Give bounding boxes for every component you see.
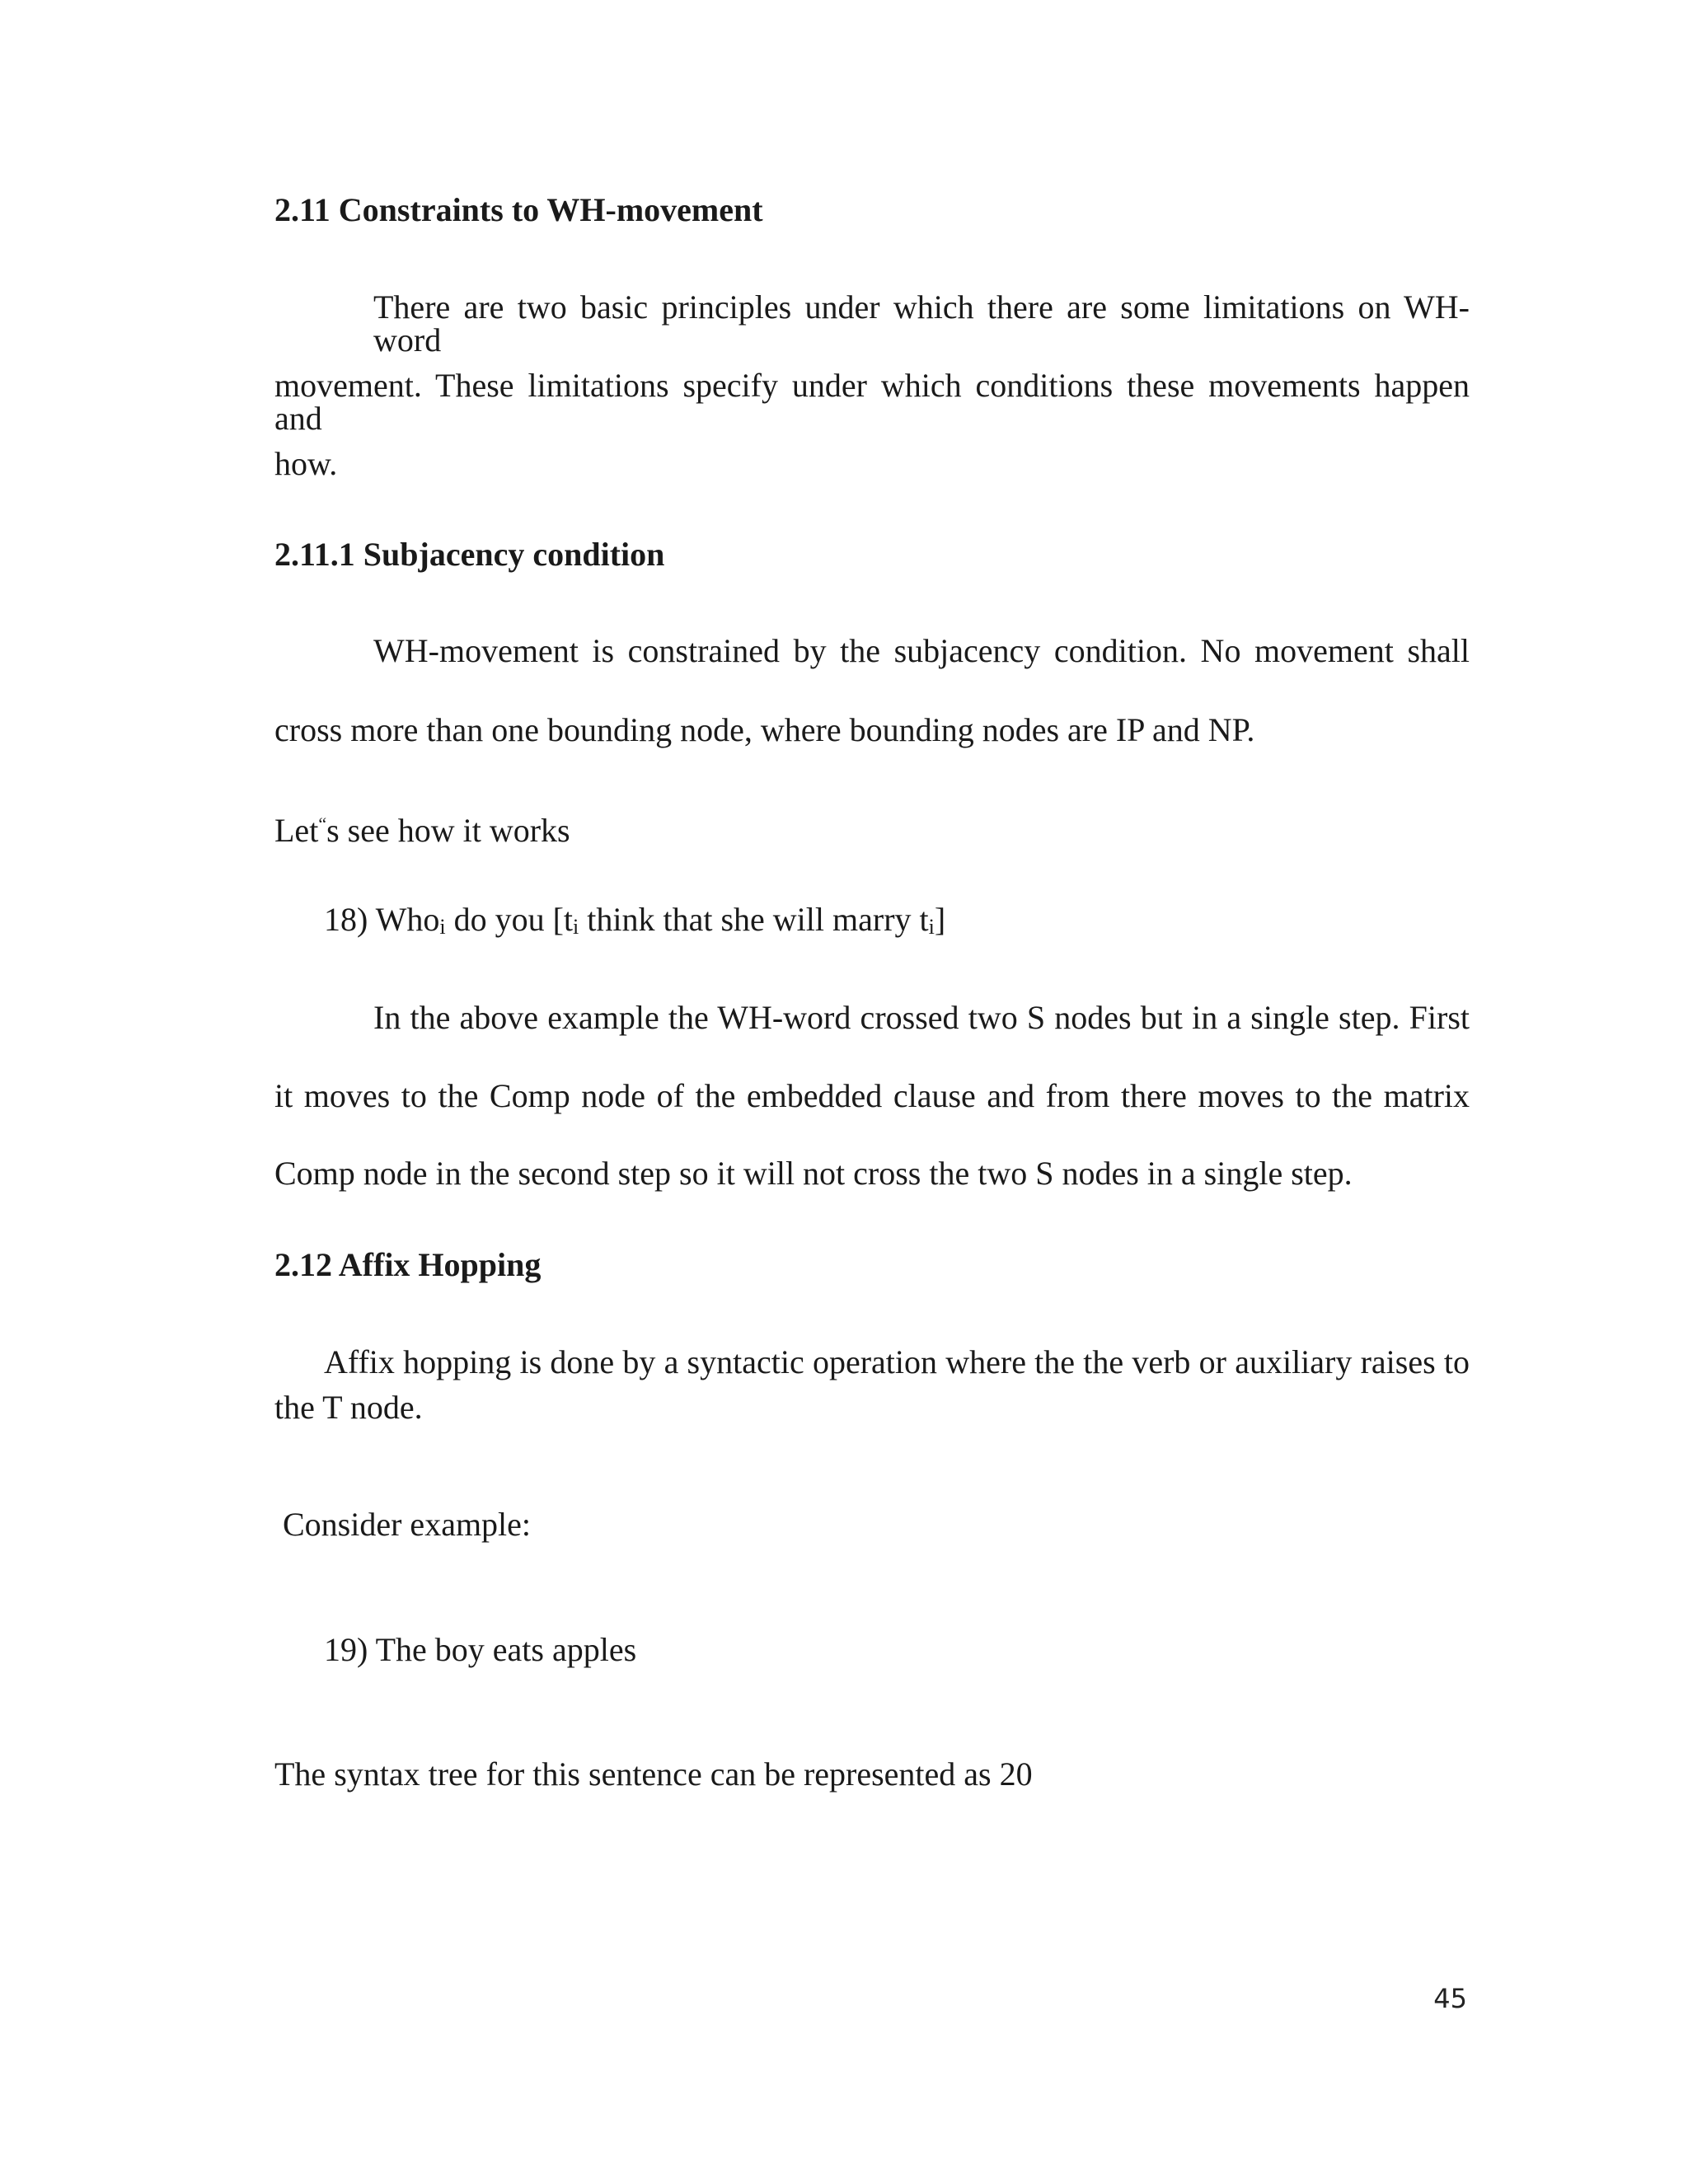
paragraph-line: it moves to the Comp node of the embedded clause and from there moves to the matrix: [274, 1077, 1470, 1114]
paragraph-line: how.: [274, 445, 338, 482]
lets-see-line: [274, 808, 1470, 847]
paragraph-line: In the above example the WH-word crossed two S nodes but in a single step. First: [373, 999, 1470, 1036]
text-span: Let: [274, 812, 319, 849]
text-span: s see how it works: [326, 812, 570, 849]
paragraph-line: movement. These limitations specify under which conditions these movements happen and: [274, 367, 1470, 437]
example-text: do you [t: [445, 901, 574, 938]
section-heading-2-11: 2.11 Constraints to WH-movement: [274, 191, 763, 228]
quote-mark: “: [318, 813, 327, 834]
section-heading-2-12: 2.12 Affix Hopping: [274, 1246, 542, 1283]
paragraph-line: the T node.: [274, 1389, 423, 1426]
example-19: 19) The boy eats apples: [324, 1631, 637, 1668]
example-text: think that she will marry t: [579, 901, 929, 938]
example-text: ]: [934, 901, 946, 938]
example-18: [324, 903, 1519, 944]
syntax-tree-line: The syntax tree for this sentence can be represented as 20: [274, 1755, 1033, 1793]
paragraph-line: cross more than one bounding node, where bounding nodes are IP and NP.: [274, 711, 1255, 748]
example-text: 18) Who: [324, 901, 440, 938]
page-number: 45: [1433, 1983, 1467, 2014]
section-heading-2-11-1: 2.11.1 Subjacency condition: [274, 536, 665, 573]
subscript-index: i: [573, 915, 579, 939]
subscript-index: i: [928, 915, 935, 939]
paragraph-line: WH-movement is constrained by the subjacency condition. No movement shall: [373, 632, 1470, 669]
paragraph-line: Affix hopping is done by a syntactic operation where the the verb or auxiliary raises to: [324, 1343, 1470, 1380]
paragraph-line: Comp node in the second step so it will not cross the two S nodes in a single step.: [274, 1155, 1353, 1192]
subscript-index: i: [439, 915, 446, 939]
paragraph-line: There are two basic principles under which there are some limitations on WH-word: [373, 288, 1470, 359]
consider-example-line: Consider example:: [283, 1506, 532, 1543]
